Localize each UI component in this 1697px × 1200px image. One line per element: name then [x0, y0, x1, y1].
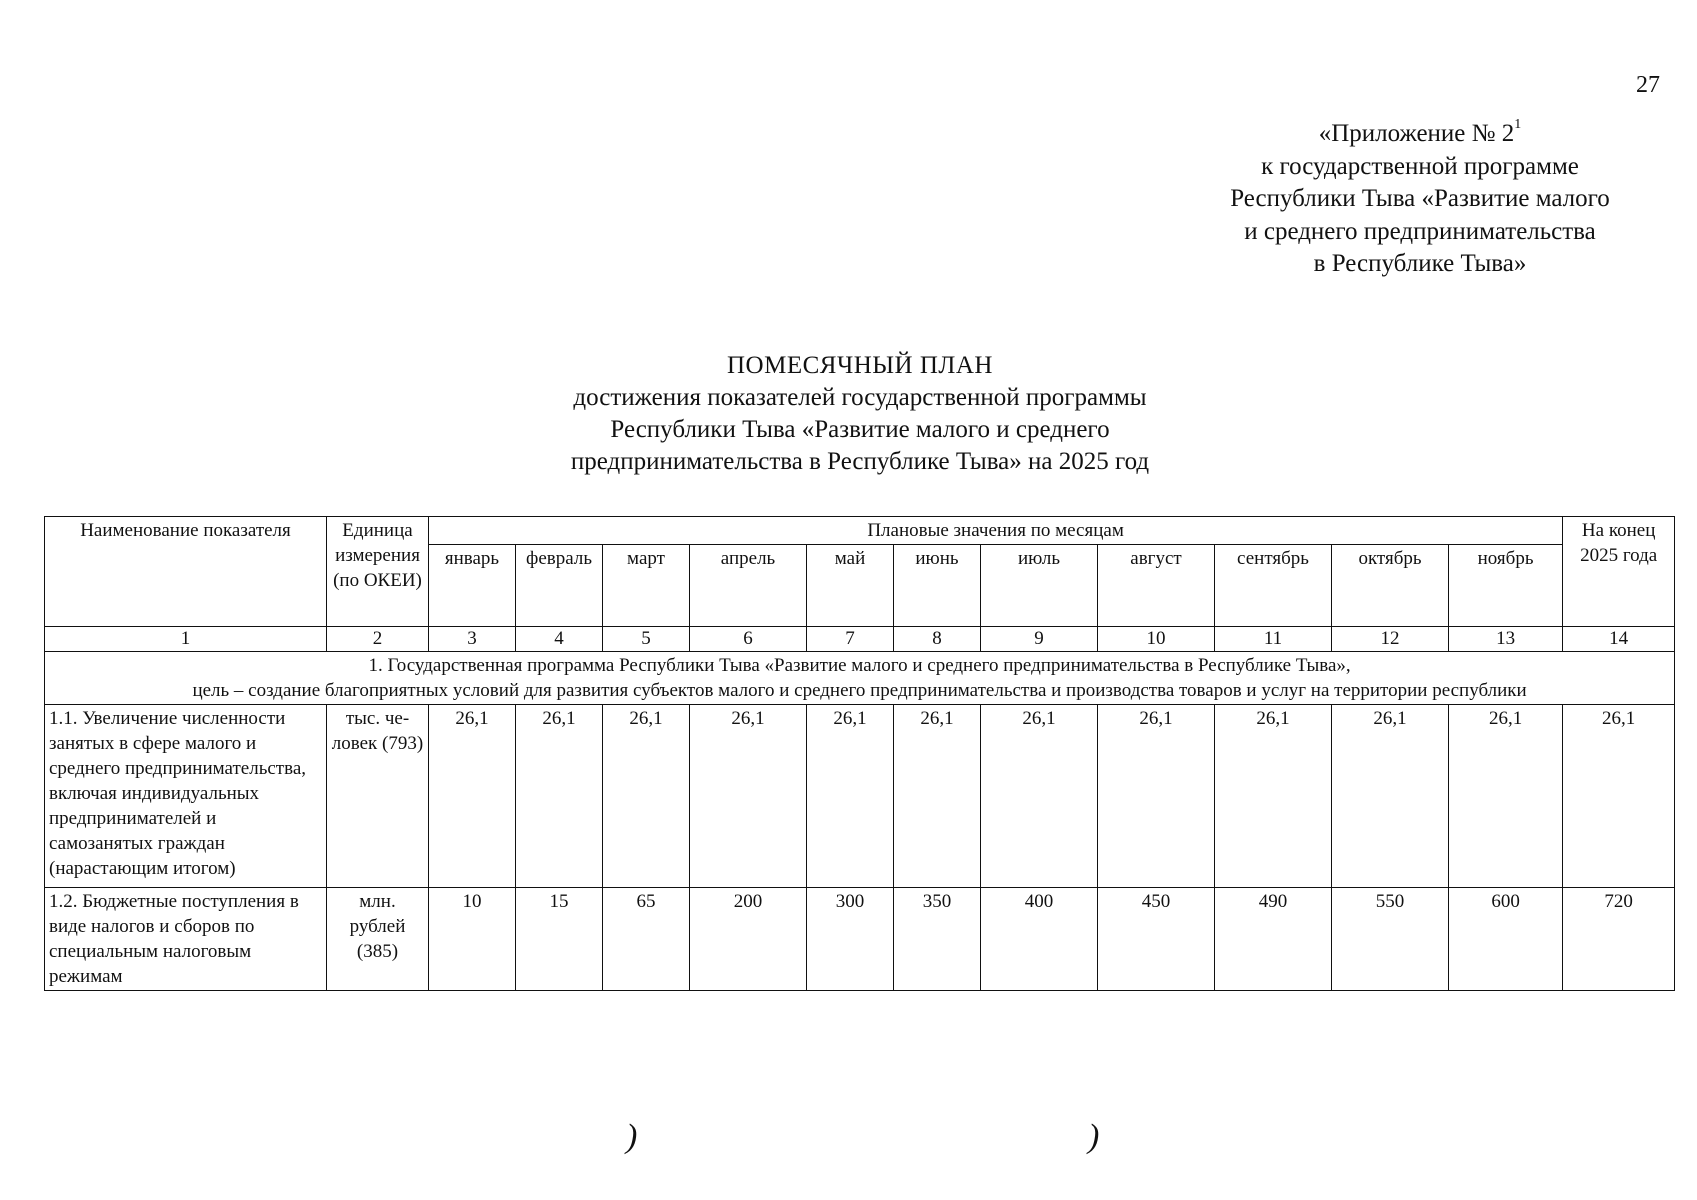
value-cell: 720 — [1563, 888, 1675, 991]
header-planned: Плановые значения по месяцам — [429, 517, 1563, 545]
stray-mark: ) — [626, 1118, 638, 1155]
appendix-superscript: 1 — [1514, 117, 1522, 132]
value-cell: 26,1 — [807, 705, 894, 888]
indicator-unit: тыс. человек (793) — [327, 705, 429, 888]
value-cell: 450 — [1098, 888, 1215, 991]
section-line-1: 1. Государственная программа Республики Тыва «Развитие малого и среднего предпринимательства в Республике Тыва», — [368, 655, 1351, 676]
column-number: 5 — [603, 627, 690, 652]
value-cell: 65 — [603, 888, 690, 991]
appendix-line-3: Республики Тыва «Развитие малого — [1230, 185, 1610, 212]
value-cell: 10 — [429, 888, 516, 991]
header-month: май — [807, 545, 894, 627]
value-cell: 26,1 — [1563, 705, 1675, 888]
header-month: январь — [429, 545, 516, 627]
column-number: 1 — [45, 627, 327, 652]
value-cell: 200 — [690, 888, 807, 991]
header-month: октябрь — [1332, 545, 1449, 627]
section-row — [45, 652, 1675, 705]
value-cell: 26,1 — [603, 705, 690, 888]
document-title — [430, 350, 1290, 478]
table-row — [45, 888, 1675, 991]
title-line-4: предпринимательства в Республике Тыва» на 2025 год — [570, 448, 1150, 475]
appendix-note — [1180, 118, 1660, 281]
column-number: 7 — [807, 627, 894, 652]
section-cell — [45, 652, 1675, 705]
column-number: 8 — [894, 627, 981, 652]
column-number: 2 — [327, 627, 429, 652]
column-numbers-row — [45, 627, 1675, 652]
page-number: 27 — [1636, 72, 1660, 98]
value-cell: 600 — [1449, 888, 1563, 991]
column-number: 9 — [981, 627, 1098, 652]
column-number: 10 — [1098, 627, 1215, 652]
column-number: 6 — [690, 627, 807, 652]
column-number: 14 — [1563, 627, 1675, 652]
value-cell: 26,1 — [981, 705, 1098, 888]
table-row — [45, 705, 1675, 888]
indicator-name: 1.1. Увеличение численности занятых в сфере малого и среднего предпринимательства, включая индивидуальных предпринимателей и самозанятых граждан (нарастающим итогом) — [45, 705, 327, 888]
header-month: февраль — [516, 545, 603, 627]
header-month: ноябрь — [1449, 545, 1563, 627]
column-number: 12 — [1332, 627, 1449, 652]
indicator-name: 1.2. Бюджетные поступления в виде налогов и сборов по специальным налоговым режимам — [45, 888, 327, 991]
header-month: сентябрь — [1215, 545, 1332, 627]
value-cell: 26,1 — [1332, 705, 1449, 888]
value-cell: 26,1 — [1098, 705, 1215, 888]
value-cell: 300 — [807, 888, 894, 991]
appendix-line-4: и среднего предпринимательства — [1244, 217, 1596, 245]
plan-table — [44, 516, 1675, 991]
value-cell: 350 — [894, 888, 981, 991]
value-cell: 400 — [981, 888, 1098, 991]
value-cell: 26,1 — [429, 705, 516, 888]
column-number: 13 — [1449, 627, 1563, 652]
header-month: июль — [981, 545, 1098, 627]
header-unit: Единица измерения (по ОКЕИ) — [327, 517, 429, 627]
section-line-2: цель – создание благоприятных условий для развития субъектов малого и среднего предпринимательства и производства товаров и услуг на территории республики — [192, 680, 1527, 701]
appendix-line-5: в Республике Тыва» — [1313, 250, 1527, 277]
appendix-line-2: к государственной программе — [1261, 152, 1579, 180]
indicator-unit: млн. рублей (385) — [327, 888, 429, 991]
header-end-of-year: На конец 2025 года — [1563, 517, 1675, 627]
header-month: март — [603, 545, 690, 627]
appendix-line-1: «Приложение № $2^1$ — [1318, 117, 1522, 147]
header-month: август — [1098, 545, 1215, 627]
value-cell: 26,1 — [516, 705, 603, 888]
column-number: 4 — [516, 627, 603, 652]
title-line-2: достижения показателей государственной программы — [573, 384, 1147, 411]
header-month: июнь — [894, 545, 981, 627]
value-cell: 26,1 — [690, 705, 807, 888]
value-cell: 26,1 — [894, 705, 981, 888]
value-cell: 26,1 — [1215, 705, 1332, 888]
value-cell: 490 — [1215, 888, 1332, 991]
header-month: апрель — [690, 545, 807, 627]
column-number: 11 — [1215, 627, 1332, 652]
header-name: Наименование показателя — [45, 517, 327, 627]
stray-mark: ) — [1088, 1118, 1100, 1155]
value-cell: 550 — [1332, 888, 1449, 991]
title-main: ПОМЕСЯЧНЫЙ ПЛАН — [727, 352, 993, 379]
value-cell: 26,1 — [1449, 705, 1563, 888]
value-cell: 15 — [516, 888, 603, 991]
column-number: 3 — [429, 627, 516, 652]
title-line-3: Республики Тыва «Развитие малого и среднего — [610, 416, 1110, 443]
